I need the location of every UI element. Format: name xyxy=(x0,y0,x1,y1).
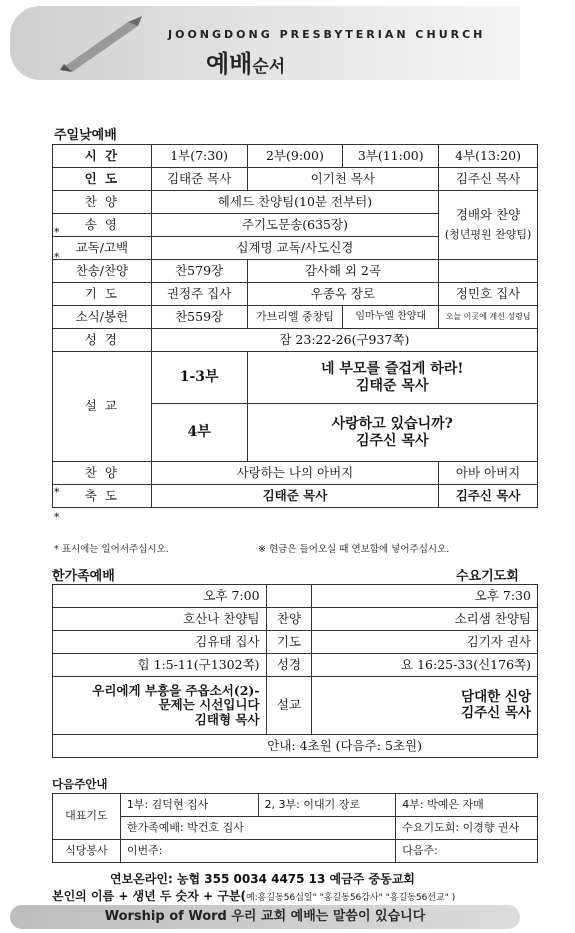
song-4 xyxy=(439,260,538,283)
praise-team: 헤세드 찬양팀(10분 전부터) xyxy=(151,191,438,214)
praise-4-sub: (청년평원 찬양팀) xyxy=(444,227,532,241)
blessing: 김태준 목사 xyxy=(151,485,438,508)
label-praise: 찬 양 xyxy=(53,191,152,214)
label-time: 시 간 xyxy=(53,145,152,168)
footer-banner: Worship of Word 우리 교회 예배는 말씀이 있습니다 xyxy=(10,905,520,929)
page-title: 예배순서 xyxy=(206,50,286,78)
family-title: 한가족예배 xyxy=(52,569,115,584)
label-leader: 인 도 xyxy=(53,168,152,191)
wednesday-sermon-title: 담대한 신앙 xyxy=(461,688,531,705)
offering-example: 예:홍길동56십일" "홍길동56감사" "홍길동56선교" ) xyxy=(245,893,456,903)
sermon-b-title: 사랑하고 있습니까? xyxy=(331,416,453,433)
header-banner xyxy=(10,6,520,80)
news-4: 오늘 이곳에 계신 성령님 xyxy=(439,306,538,329)
next-week-table xyxy=(52,793,538,863)
next-title: 다음주안내 xyxy=(52,777,108,791)
label-scripture: 성 경 xyxy=(53,329,152,352)
star-mark: * xyxy=(54,226,60,239)
wednesday-title: 수요기도회 xyxy=(456,569,519,584)
food-this-week: 이번주: xyxy=(120,840,395,863)
prayer-1: 권정주 집사 xyxy=(151,283,247,306)
star-mark: * xyxy=(54,511,60,524)
offering-instructions xyxy=(52,887,455,904)
sunday-order-table xyxy=(52,144,538,508)
scripture: 잠 23:22-26(구937쪽) xyxy=(151,329,537,352)
sermon-b xyxy=(247,404,537,462)
sermon-a-title: 네 부모를 즐겁게 하라! xyxy=(321,361,464,378)
family-wednesday-table xyxy=(52,584,538,758)
rep-1: 1부: 김덕현 집사 xyxy=(120,794,258,817)
label-praise-mid: 찬양 xyxy=(266,608,312,631)
sermon-a-part: 1-3부 xyxy=(151,352,247,404)
offering-instruction-text: 본인의 이름 + 생년 두 숫자 + 구분( xyxy=(52,889,246,903)
time-3: 3부(11:00) xyxy=(343,145,439,168)
family-sermon xyxy=(53,677,267,735)
family-praise: 호산나 찬양팀 xyxy=(53,608,267,631)
leader-4: 김주신 목사 xyxy=(439,168,538,191)
hymn: 주기도문송(635장) xyxy=(151,214,438,237)
closing-song-4: 아바 아버지 xyxy=(439,462,538,485)
time-4: 4부(13:20) xyxy=(439,145,538,168)
offering-note: ※ 현금은 들어오실 때 연보함에 넣어주십시오. xyxy=(258,544,450,555)
blessing-4: 김주신 목사 xyxy=(439,485,538,508)
family-scripture: 힙 1:5-11(구1302쪽) xyxy=(53,654,267,677)
news-3: 임마누엘 찬양대 xyxy=(343,306,439,329)
label-closing: 찬 양 xyxy=(53,462,152,485)
sunday-title: 주일낮예배 xyxy=(54,128,117,143)
label-sermon: 설 교 xyxy=(53,352,152,462)
family-guide-text: 안내: 4초원 (다음주: 5초원) xyxy=(267,737,422,753)
leader-1: 김태준 목사 xyxy=(151,168,247,191)
wednesday-praise: 소리샘 찬양팀 xyxy=(312,608,538,631)
wednesday-sermon xyxy=(312,677,538,735)
rep-23: 2, 3부: 이대기 장로 xyxy=(258,794,396,817)
rep-family: 한가족예배: 박건호 집사 xyxy=(120,817,395,840)
offering-account: 연보온라인: 농협 355 0034 4475 13 예금주 중동교회 xyxy=(110,872,415,886)
label-news: 소식/봉헌 xyxy=(53,306,152,329)
label-food: 식당봉사 xyxy=(53,840,121,863)
pen-icon xyxy=(58,14,146,74)
stand-note: * 표시에는 일어서주십시오. xyxy=(54,544,169,555)
news-1: 찬559장 xyxy=(151,306,247,329)
star-mark: * xyxy=(54,486,60,499)
rep-wednesday: 수요기도회: 이경향 권사 xyxy=(396,817,538,840)
food-next-week: 다음주: xyxy=(396,840,538,863)
label-prayer: 기 도 xyxy=(53,283,152,306)
label-prayer-mid: 기도 xyxy=(266,631,312,654)
rep-4: 4부: 박예은 자매 xyxy=(396,794,538,817)
song-23: 감사해 외 2곡 xyxy=(247,260,439,283)
leader-23: 이기천 목사 xyxy=(247,168,439,191)
wednesday-time: 오후 7:30 xyxy=(312,585,538,608)
family-guide xyxy=(53,735,422,758)
prayer-23: 우종옥 장로 xyxy=(247,283,439,306)
label-creed: 교독/고백 xyxy=(53,237,152,260)
creed: 십계명 교독/사도신경 xyxy=(151,237,438,260)
label-sermon-mid: 설교 xyxy=(266,677,312,735)
middle-blank xyxy=(266,585,312,608)
label-scripture-mid: 성경 xyxy=(266,654,312,677)
closing-song: 사랑하는 나의 아버지 xyxy=(151,462,438,485)
wednesday-scripture: 요 16:25-33(신176쪽) xyxy=(312,654,538,677)
news-2: 가브리엘 중창팀 xyxy=(247,306,343,329)
family-sermon-line3: 김태형 목사 xyxy=(194,711,260,727)
star-mark: * xyxy=(54,251,60,264)
time-1: 1부(7:30) xyxy=(151,145,247,168)
sermon-a-speaker: 김태준 목사 xyxy=(356,377,429,394)
label-song: 찬송/찬양 xyxy=(53,260,152,283)
label-hymn: 송 영 xyxy=(53,214,152,237)
wednesday-sermon-speaker: 김주신 목사 xyxy=(461,704,531,721)
family-prayer: 김유태 집사 xyxy=(53,631,267,654)
prayer-4: 정민호 집사 xyxy=(439,283,538,306)
family-sermon-line1: 우리에게 부흥을 주옵소서(2)- xyxy=(92,682,260,698)
family-time: 오후 7:00 xyxy=(53,585,267,608)
sermon-b-speaker: 김주신 목사 xyxy=(356,432,429,449)
sermon-b-part: 4부 xyxy=(151,404,247,462)
song-1: 찬579장 xyxy=(151,260,247,283)
church-name: JOONGDONG PRESBYTERIAN CHURCH xyxy=(168,28,486,41)
wednesday-prayer: 김기자 권사 xyxy=(312,631,538,654)
time-2: 2부(9:00) xyxy=(247,145,343,168)
praise-4 xyxy=(439,191,538,260)
family-sermon-line2: 문제는 시선입니다 xyxy=(158,697,260,713)
praise-4-main: 경배와 찬양 xyxy=(455,207,521,223)
label-rep-prayer: 대표기도 xyxy=(53,794,121,840)
sermon-a xyxy=(247,352,537,404)
label-blessing: 축 도 xyxy=(53,485,152,508)
